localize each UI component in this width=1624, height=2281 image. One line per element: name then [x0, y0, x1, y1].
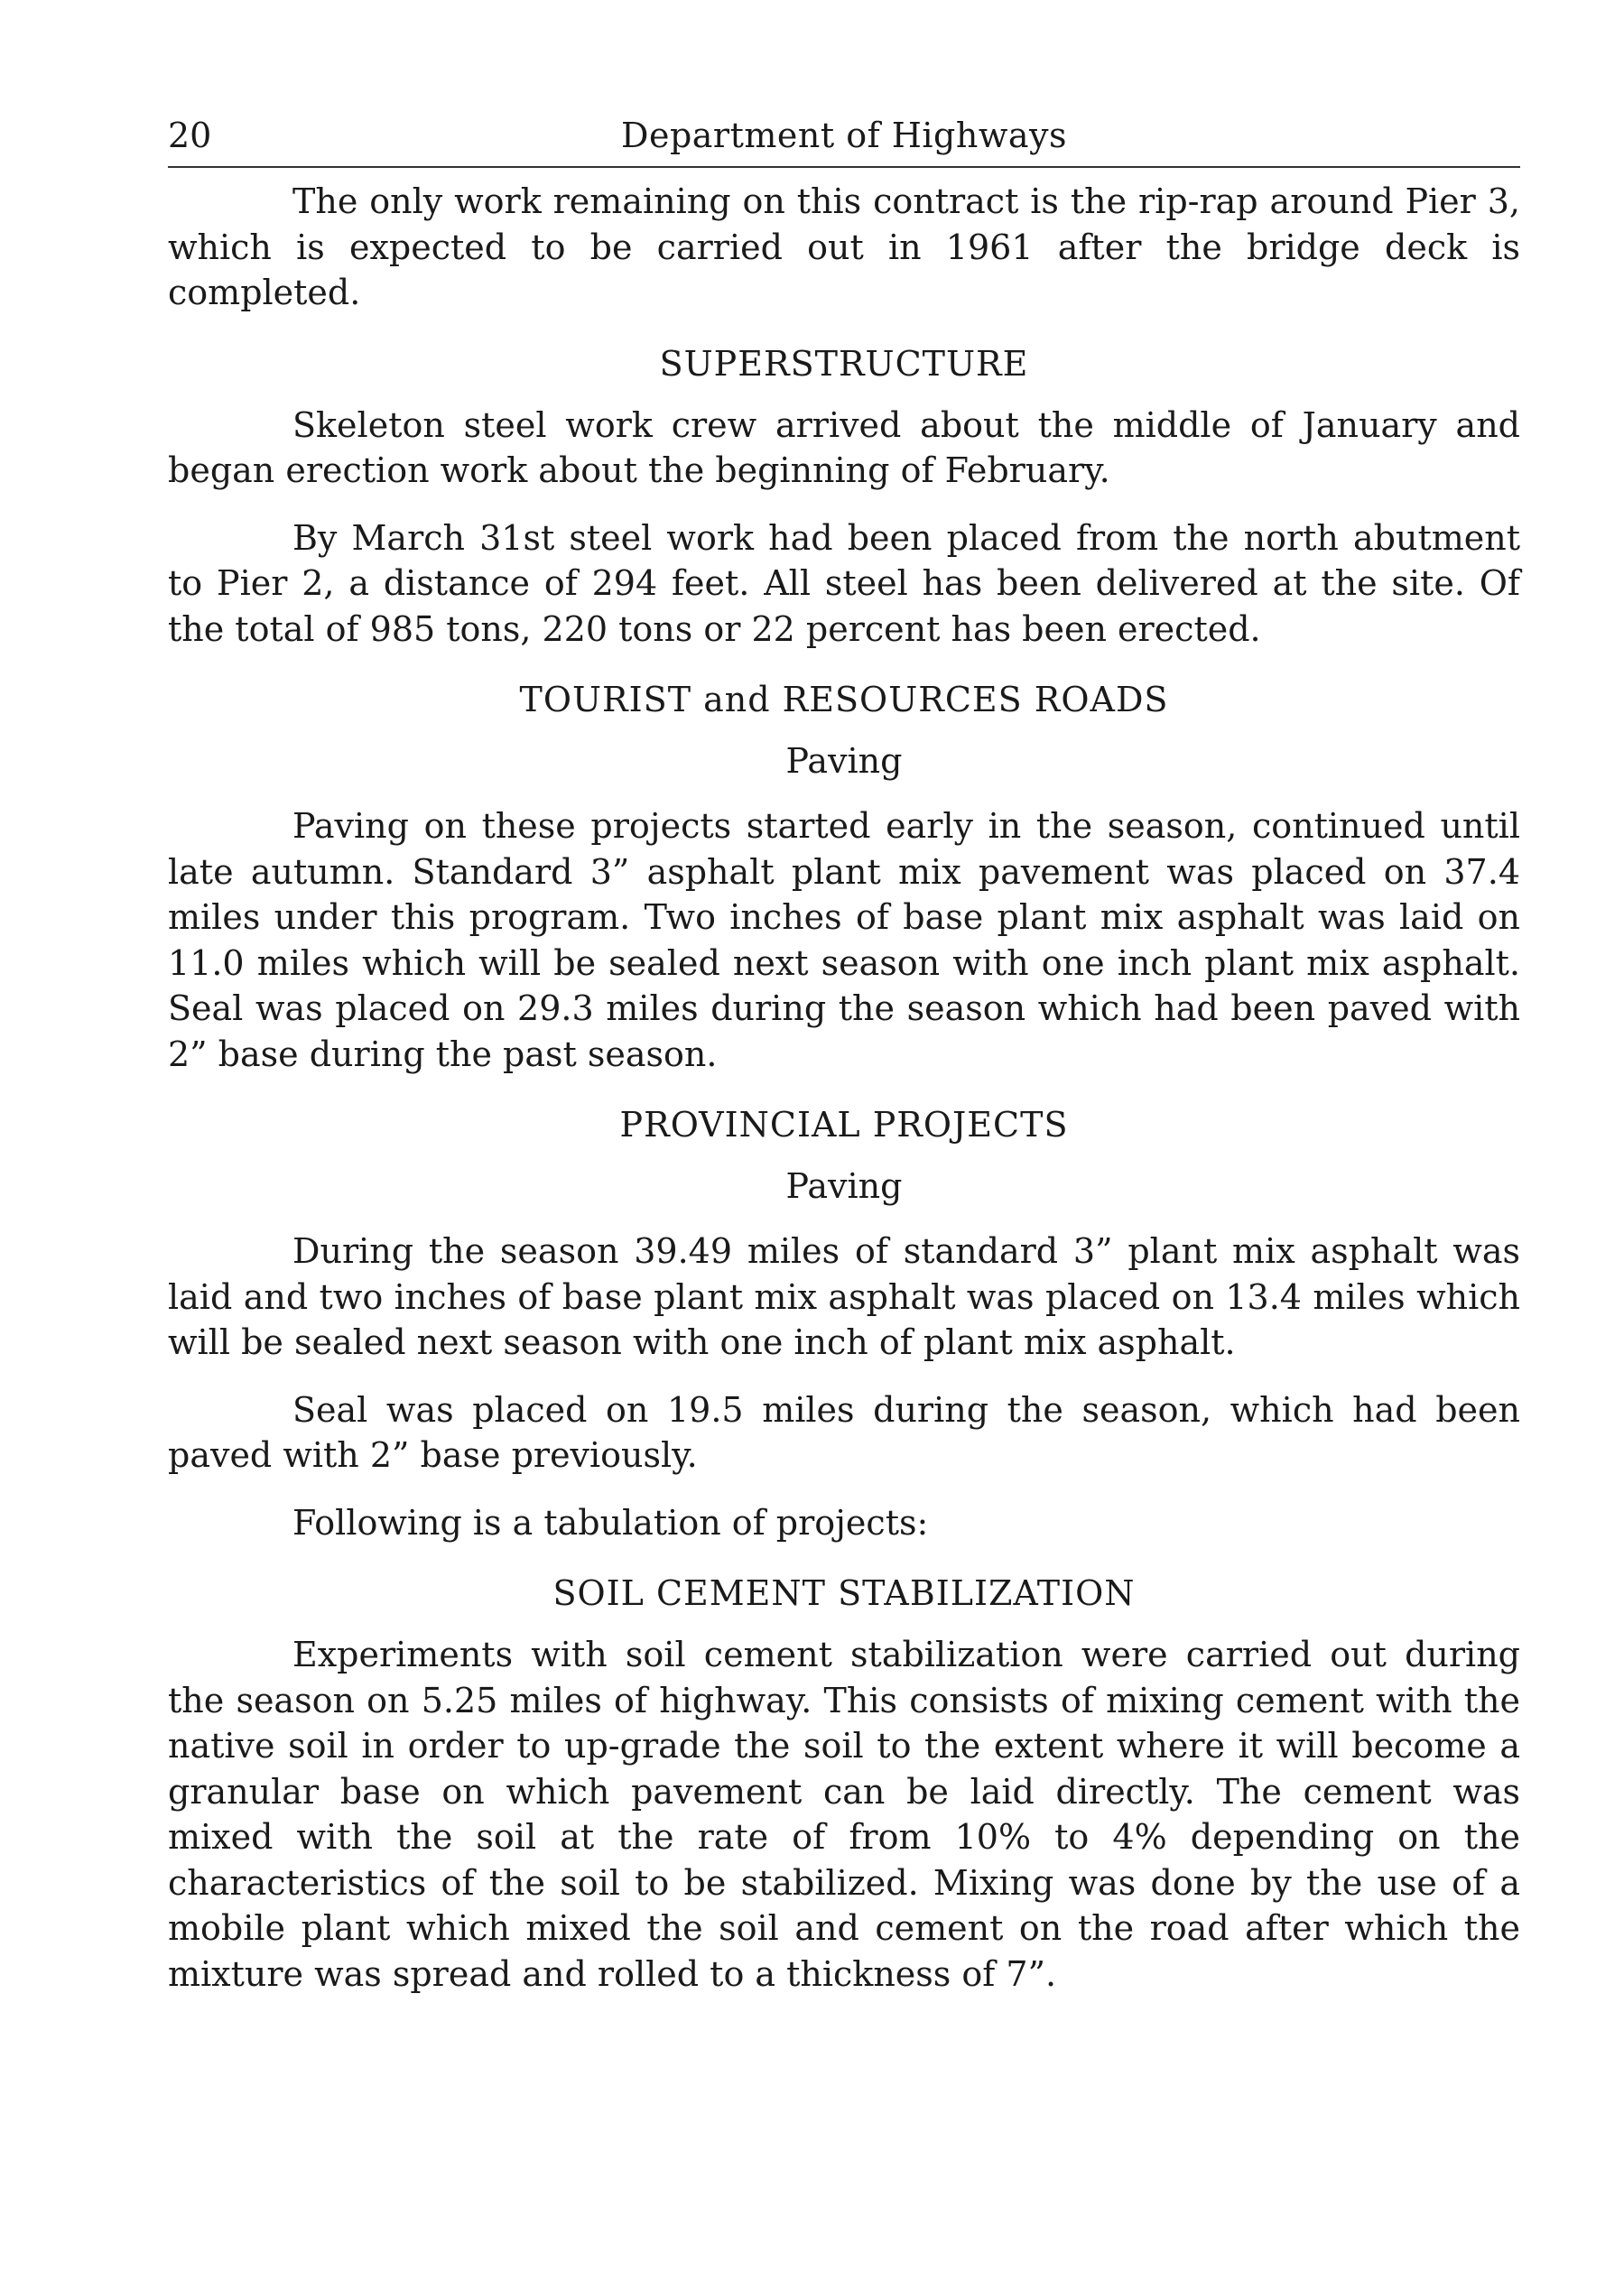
paragraph-tabulation-intro: Following is a tabulation of projects:: [292, 1502, 929, 1543]
subheading-paving-provincial: Paving: [785, 1166, 903, 1206]
page-header: [168, 110, 1520, 166]
heading-provincial-projects: PROVINCIAL PROJECTS: [619, 1105, 1069, 1145]
paragraph-contract-remaining: The only work remaining on this contract is the rip-rap around Pier 3, which is expected to be carried out in 1961 after the bridge deck is completed.: [168, 181, 1520, 312]
page-body: [168, 179, 1520, 2018]
subheading-paving-tourist: Paving: [785, 741, 903, 781]
paragraph-steel-crew: Skeleton steel work crew arrived about the middle of January and began erection work about the beginning of February.: [168, 404, 1520, 490]
paragraph-soil-cement: Experiments with soil cement stabilization were carried out during the season on 5.25 miles of highway. This consists of mixing cement with the native soil in order to up-grade the soil to the extent where it will become a granular base on which pavement can be laid directly. The cement was mixed with the soil at the rate of from 10% to 4% depending on the characteristics of the soil to be stabilized. Mixing was done by the use of a mobile plant which mixed the soil and cement on the road after which the mixture was spread and rolled to a thickness of 7”.: [168, 1635, 1520, 1994]
page-number: 20: [168, 116, 212, 155]
heading-soil-cement-stabilization: SOIL CEMENT STABILIZATION: [552, 1573, 1136, 1613]
heading-superstructure: SUPERSTRUCTURE: [659, 343, 1029, 384]
paragraph-provincial-seal: Seal was placed on 19.5 miles during the season, which had been paved with 2” base previously.: [168, 1389, 1520, 1475]
running-title: Department of Highways: [621, 116, 1067, 155]
paragraph-steel-progress: By March 31st steel work had been placed from the north abutment to Pier 2, a distance of 294 feet. All steel has been delivered at the site. Of the total of 985 tons, 220 tons or 22 percent has been erected.: [168, 517, 1520, 649]
header-rule: [168, 166, 1520, 168]
heading-tourist-resources-roads: TOURIST and RESOURCES ROADS: [519, 680, 1169, 719]
paragraph-tourist-paving: Paving on these projects started early in the season, continued until late autumn. Standard 3” asphalt plant mix pavement was placed on 37.4 miles under this program. Two inches of base plant mix asphalt was laid on 11.0 miles which will be sealed next season with one inch plant mix asphalt. Seal was placed on 29.3 miles during the season which had been paved with 2” base during the past season.: [168, 806, 1520, 1074]
paragraph-provincial-paving: During the season 39.49 miles of standard 3” plant mix asphalt was laid and two inches of base plant mix asphalt was placed on 13.4 miles which will be sealed next season with one inch of plant mix asphalt.: [168, 1231, 1520, 1362]
